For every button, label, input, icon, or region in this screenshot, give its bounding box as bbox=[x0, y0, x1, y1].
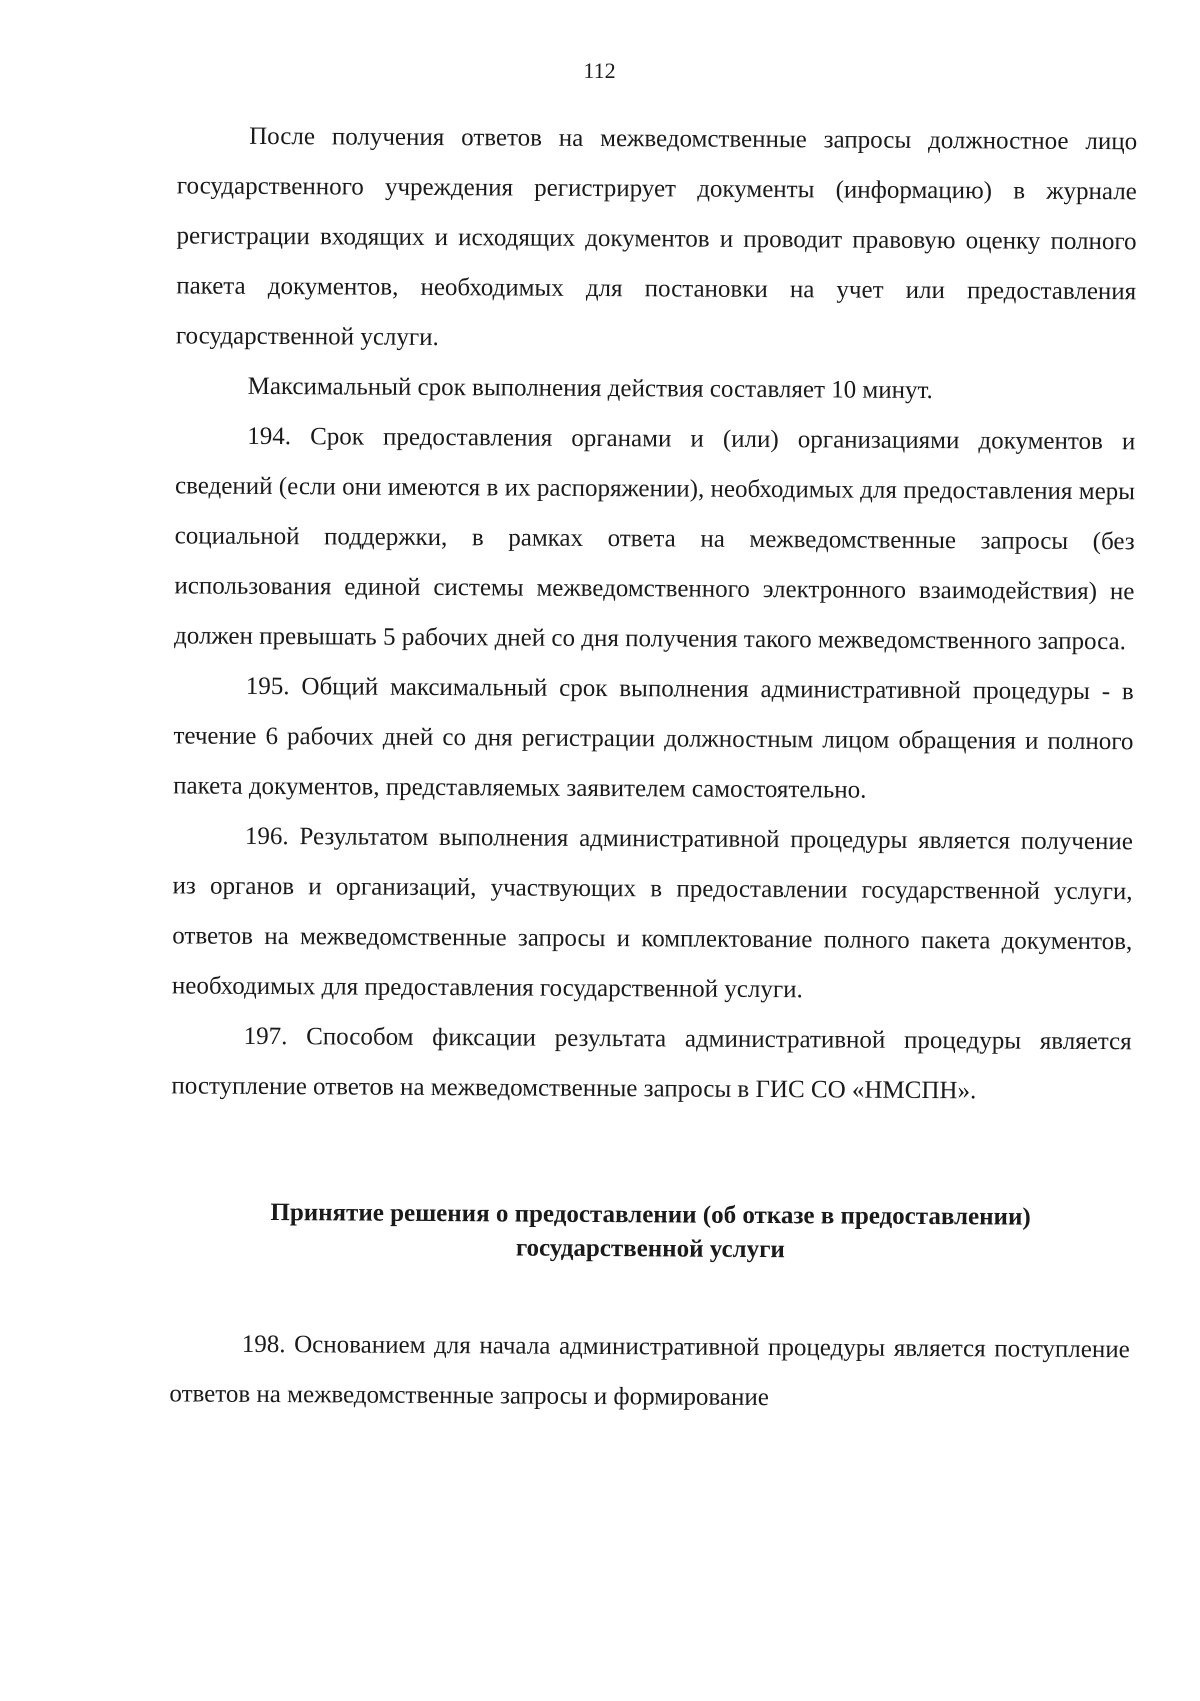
section-heading-line-1: Принятие решения о предоставлении (об отказе в предоставлении) bbox=[270, 1199, 1031, 1231]
paragraph-194: 194. Срок предоставления органами и (или) организациями документов и сведений (если они имеются в их распоряжении), необходимых для предоставления меры социальной поддержки, в рамках ответа на межведомственные запросы (без использования единой системы межведомственного электронного взаимодействия) не должен превышать 5 рабочих дней со дня получения такого межведомственного запроса. bbox=[174, 422, 1136, 656]
page-number: 112 bbox=[583, 57, 616, 84]
paragraph-198: 198. Основанием для начала административной процедуры является поступление ответов на межведомственные запросы и формирование bbox=[169, 1330, 1130, 1412]
document-body bbox=[169, 111, 1137, 1425]
section-heading bbox=[170, 1195, 1130, 1269]
paragraph-registration: После получения ответов на межведомственные запросы должностное лицо государственного учреждения регистрирует документы (информацию) в журнале регистрации входящих и исходящих документов и проводит правовую оценку полного пакета документов, необходимых для постановки на учет или предоставления государственной услуги. bbox=[175, 122, 1138, 352]
section-heading-line-2: государственной услуги bbox=[515, 1234, 785, 1264]
paragraph-max-duration: Максимальный срок выполнения действия составляет 10 минут. bbox=[247, 372, 933, 405]
paragraph-196: 196. Результатом выполнения административной процедуры является получение из органов и организаций, участвующих в предоставлении государственной услуги, ответов на межведомственные запросы и комплектование полного пакета документов, необходимых для предоставления государственной услуги. bbox=[171, 822, 1133, 1004]
paragraph-195: 195. Общий максимальный срок выполнения административной процедуры - в течение 6 рабочих дней со дня регистрации должностным лицом обращения и полного пакета документов, представляемых заявителем самостоятельно. bbox=[173, 672, 1134, 804]
paragraph-197: 197. Способом фиксации результата административной процедуры является поступление ответов на межведомственные запросы в ГИС СО «НМСПН». bbox=[171, 1022, 1132, 1105]
